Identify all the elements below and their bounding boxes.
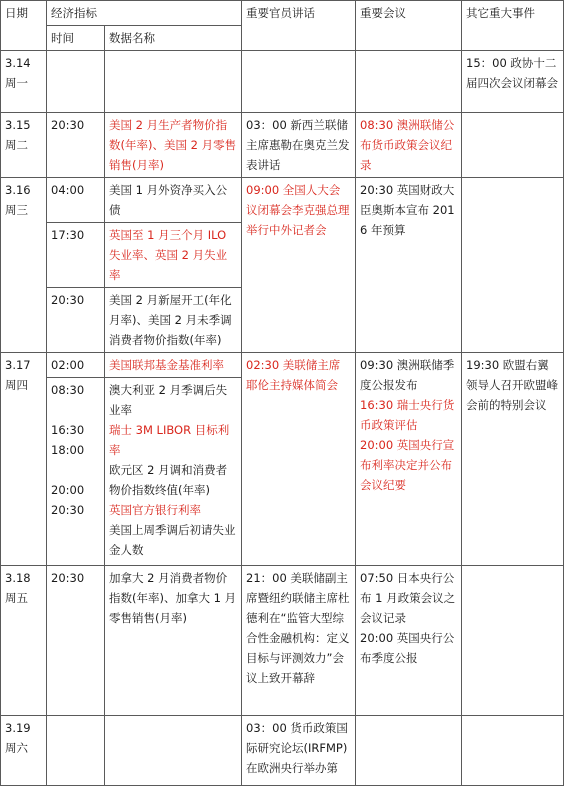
meeting-item: 20:00 英国央行公布季度公报 (360, 631, 455, 665)
meeting-cell: 20:30 英国财政大臣奥斯本宣布 2016 年预算 (356, 178, 462, 353)
time: 20:30 (51, 503, 85, 517)
data-cell (105, 51, 242, 113)
header-meeting: 重要会议 (356, 1, 462, 51)
time-cell: 04:00 (47, 178, 105, 223)
time-cell: 20:30 (47, 566, 105, 716)
data-item: 澳大利亚 2 月季调后失业率 (109, 383, 228, 417)
weekday: 周五 (5, 591, 28, 605)
data-item: 美国上周季调后初请失业金人数 (109, 523, 236, 557)
weekday: 周二 (5, 138, 28, 152)
row-3-17-a (1, 353, 564, 378)
weekday: 周一 (5, 76, 28, 90)
header-other: 其它重大事件 (462, 1, 564, 51)
weekday: 周三 (5, 203, 28, 217)
time-cell (47, 51, 105, 113)
date: 3.18 (5, 571, 31, 585)
other-cell: 19:30 欧盟右翼领导人召开欧盟峰会前的特别会议 (462, 353, 564, 566)
date: 3.16 (5, 183, 31, 197)
time: 18:00 (51, 443, 85, 457)
data-item: 瑞士 3M LIBOR 目标利率 (109, 423, 230, 457)
data-text: 美国 2 月新屋开工(年化月率)、美国 2 月未季调消费者物价指数(年率) (109, 293, 232, 347)
time-cell: 17:30 (47, 223, 105, 288)
data-cell (105, 378, 242, 566)
meeting-item: 16:30 瑞士央行货币政策评估 (360, 398, 455, 432)
data-cell: 美国 1 月外资净买入公债 (105, 178, 242, 223)
row-3-19 (1, 716, 564, 786)
meeting-item: 20:00 英国央行宣布利率决定并公布会议纪要 (360, 438, 455, 492)
date-cell (1, 353, 47, 566)
meeting-cell (356, 353, 462, 566)
date: 3.14 (5, 56, 31, 70)
time-cell (47, 378, 105, 566)
speech-cell: 21：00 美联储副主席暨纽约联储主席杜德利在“监管大型综合性金融机构：定义目标与评测效力”会议上致开幕辞 (242, 566, 356, 716)
time-spacer (51, 460, 100, 480)
header-time: 时间 (47, 26, 105, 51)
header-data-name: 数据名称 (105, 26, 242, 51)
date: 3.15 (5, 118, 31, 132)
row-3-16-a (1, 178, 564, 223)
time: 16:30 (51, 423, 85, 437)
time-cell: 20:30 (47, 288, 105, 353)
other-cell (462, 113, 564, 178)
time-cell: 02:00 (47, 353, 105, 378)
speech-cell: 03：00 货币政策国际研究论坛(IRFMP)在欧洲央行举办第 (242, 716, 356, 786)
time-cell (47, 716, 105, 786)
date-cell (1, 178, 47, 353)
speech-cell: 09:00 全国人大会议闭幕会李克强总理举行中外记者会 (242, 178, 356, 353)
data-cell: 美国联邦基金基准利率 (105, 353, 242, 378)
meeting-cell: 08:30 澳洲联储公布货币政策会议纪录 (356, 113, 462, 178)
data-cell: 美国 2 月生产者物价指数(年率)、美国 2 月零售销售(月率) (105, 113, 242, 178)
header-speech: 重要官员讲话 (242, 1, 356, 51)
meeting-cell (356, 566, 462, 716)
other-cell (462, 716, 564, 786)
other-cell (462, 178, 564, 353)
time: 20:00 (51, 483, 85, 497)
other-cell (462, 566, 564, 716)
speech-cell: 02:30 美联储主席耶伦主持媒体简会 (242, 353, 356, 566)
data-cell (105, 288, 242, 353)
weekday: 周六 (5, 741, 28, 755)
other-cell: 15：00 政协十二届四次会议闭幕会 (462, 51, 564, 113)
meeting-item: 09:30 澳洲联储季度公报发布 (360, 358, 455, 392)
data-item: 英国官方银行利率 (109, 503, 201, 517)
date: 3.17 (5, 358, 31, 372)
data-cell: 英国至 1 月三个月 ILO 失业率、英国 2 月失业率 (105, 223, 242, 288)
header-econ: 经济指标 (47, 1, 242, 26)
row-3-14 (1, 51, 564, 113)
meeting-item: 07:50 日本央行公布 1 月政策会议之会议记录 (360, 571, 456, 625)
date: 3.19 (5, 721, 31, 735)
date-cell (1, 113, 47, 178)
row-3-18 (1, 566, 564, 716)
speech-cell: 03：00 新西兰联储主席惠勒在奥克兰发表讲话 (242, 113, 356, 178)
date-cell (1, 51, 47, 113)
data-cell (105, 716, 242, 786)
meeting-cell (356, 51, 462, 113)
meeting-cell (356, 716, 462, 786)
time: 08:30 (51, 383, 85, 397)
row-3-15 (1, 113, 564, 178)
header-date: 日期 (1, 1, 47, 51)
data-cell: 加拿大 2 月消费者物价指数(年率)、加拿大 1 月零售销售(月率) (105, 566, 242, 716)
date-cell (1, 566, 47, 716)
weekday: 周四 (5, 378, 28, 392)
time-spacer (51, 400, 100, 420)
time-cell: 20:30 (47, 113, 105, 178)
data-item: 欧元区 2 月调和消费者物价指数终值(年率) (109, 463, 228, 497)
date-cell (1, 716, 47, 786)
speech-cell (242, 51, 356, 113)
